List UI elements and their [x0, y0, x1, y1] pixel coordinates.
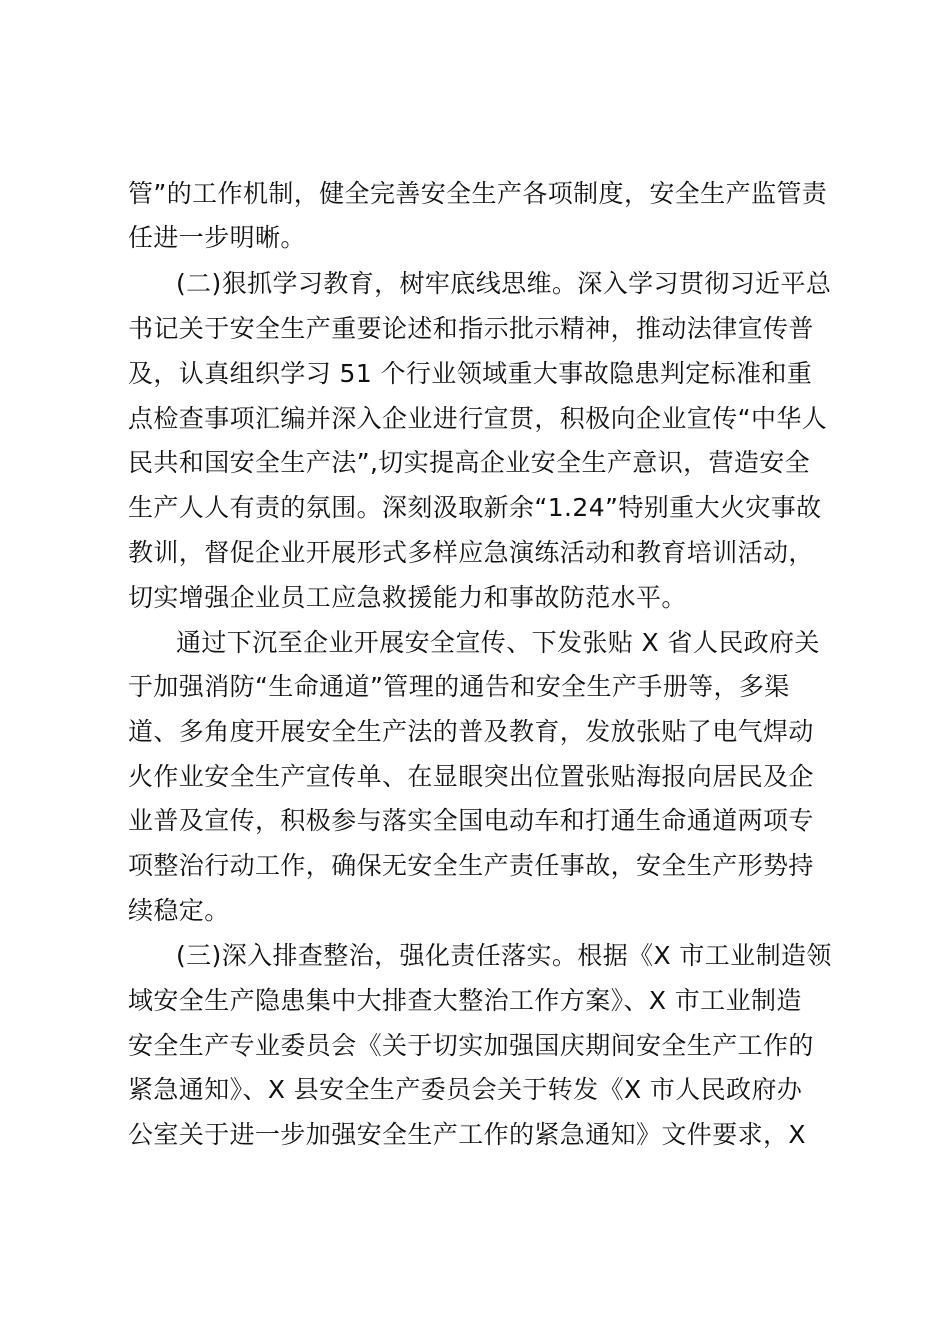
text-line: 生产人人有责的氛围。深刻汲取新余“1.24”特别重大火灾事故 [128, 493, 822, 522]
text-line: 管”的工作机制，健全完善安全生产各项制度，安全生产监管责 [128, 179, 828, 208]
text-line: 书记关于安全生产重要论述和指示批示精神，推动法律宣传普 [128, 314, 814, 343]
text-line: 续稳定。 [128, 896, 230, 925]
text-line: 教训，督促企业开展形式多样应急演练活动和教育培训活动， [128, 538, 814, 567]
section-heading-line: (二)狠抓学习教育，树牢底线思维。深入学习贯彻习近平总 [176, 269, 832, 298]
text-line: 于加强消防“生命通道”管理的通告和安全生产手册等，多渠 [128, 672, 790, 701]
section-heading-line: (三)深入排查整治，强化责任落实。根据《X 市工业制造领 [176, 941, 832, 970]
text-line: 任进一步明晰。 [128, 223, 306, 252]
text-line: 火作业安全生产宣传单、在显眼突出位置张贴海报向居民及企 [128, 762, 814, 791]
text-line: 民共和国安全生产法”,切实提高企业安全生产意识，营造安全 [128, 448, 811, 477]
text-line: 项整治行动工作，确保无安全生产责任事故，安全生产形势持 [128, 851, 814, 880]
text-line: 安全生产专业委员会《关于切实加强国庆期间安全生产工作的 [128, 1031, 814, 1060]
text-line: 域安全生产隐患集中大排查大整治工作方案》、X 市工业制造 [128, 986, 802, 1015]
text-line: 道、多角度开展安全生产法的普及教育，发放张贴了电气焊动 [128, 717, 814, 746]
text-line: 紧急通知》、X 县安全生产委员会关于转发《X 市人民政府办 [128, 1075, 803, 1104]
text-line: 及，认真组织学习 51 个行业领域重大事故隐患判定标准和重 [128, 359, 813, 388]
text-line: 业普及宣传，积极参与落实全国电动车和打通生命通道两项专 [128, 806, 814, 835]
text-line: 切实增强企业员工应急救援能力和事故防范水平。 [128, 583, 687, 612]
text-line: 公室关于进一步加强安全生产工作的紧急通知》文件要求，X [128, 1120, 806, 1149]
text-line: 点检查事项汇编并深入企业进行宣贯，积极向企业宣传“中华人 [128, 404, 828, 433]
paragraph-start-line: 通过下沉至企业开展安全宣传、下发张贴 X 省人民政府关 [176, 628, 820, 657]
